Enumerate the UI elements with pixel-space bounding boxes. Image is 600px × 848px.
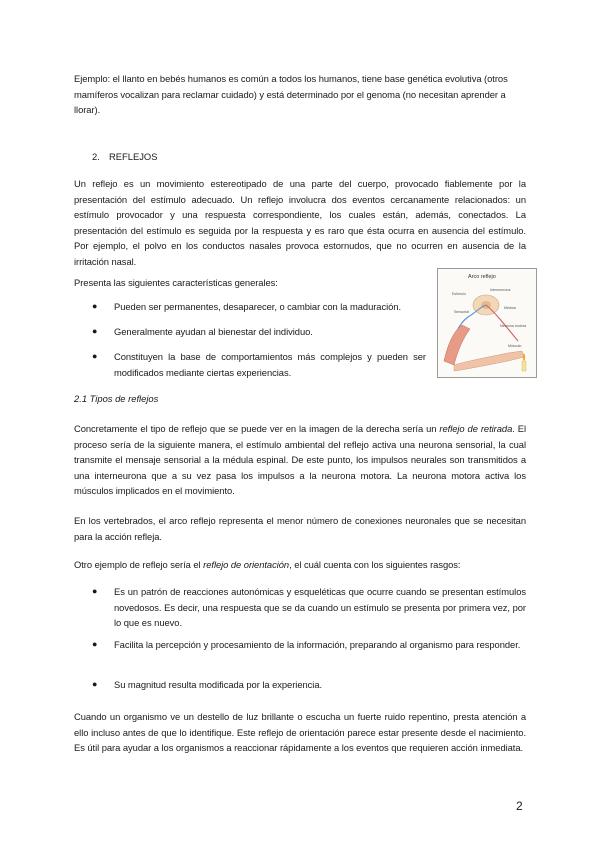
withdrawal-text-after: . El proceso sería de la siguiente manera, el estímulo ambiental del reflejo activa una neurona sensorial, la cual transmite el mensaje sensorial a la médula espinal. De este punto, los impulsos neurales son transmitidos a una interneurona que a su vez pasa los impulsos a la neurona motora. La neurona motora activa los músculos implicados en el movimiento. [74,423,526,497]
figure-title: Arco reflejo [468,274,496,280]
reflex-arc-figure [437,268,537,378]
list-item-text: Generalmente ayudan al bienestar del individuo. [114,326,313,337]
section-number: 2. [92,151,100,162]
list-item [92,584,526,631]
list-item-text: Pueden ser permanentes, desaparecer, o cambiar con la maduración. [114,301,402,312]
bullet-icon: ● [92,301,98,311]
withdrawal-text-before: Concretamente el tipo de reflejo que se puede ver en la imagen de la derecha sería un [74,423,440,434]
withdrawal-term: reflejo de retirada [439,423,513,434]
list-item [92,324,426,340]
forearm-shape [454,351,524,371]
reflex-arc-illustration [438,269,536,377]
withdrawal-paragraph [74,421,526,499]
characteristics-intro: Presenta las siguientes características generales: [74,277,278,288]
vertebrates-paragraph: En los vertebrados, el arco reflejo representa el menor número de conexiones neuronales que se necesitan para la acción refleja. [74,515,526,542]
list-item-text: Es un patrón de reacciones autonómicas y esqueléticas que ocurre cuando se presentan estímulos novedosos. Es decir, una respuesta que se da cuando un estímulo se presenta por primera vez, por lo que es nuevo. [114,586,526,629]
section-title: REFLEJOS [109,151,158,162]
subsection-title: 2.1 Tipos de reflejos [74,393,159,404]
list-item-text: Facilita la percepción y procesamiento de la información, preparando al organismo para responder. [114,639,521,650]
figure-label: Estímulo [452,292,466,296]
orientation-intro [74,557,526,573]
list-item [92,299,426,315]
orientation-term: reflejo de orientación [203,559,290,570]
figure-label: Músculo [508,344,522,348]
list-item-text: Constituyen la base de comportamientos más complejos y pueden ser modificados mediante ciertas experiencias. [114,351,426,378]
figure-label: Interneurona [490,288,511,292]
page-number: 2 [516,799,523,813]
orientation-text-after: , el cuál cuenta con los siguientes rasgos: [289,559,461,570]
list-item [92,637,526,653]
bullet-icon: ● [92,586,98,596]
list-item [92,349,426,380]
list-item [92,677,526,693]
example-paragraph: Ejemplo: el llanto en bebés humanos es común a todos los humanos, tiene base genética evolutiva (otros mamíferos vocalizan para reclamar cuidado) y está determinado por el genoma (no necesitan aprender a llorar). [74,73,508,116]
bullet-icon: ● [92,351,98,361]
bullet-icon: ● [92,326,98,336]
candle-shape [522,361,526,371]
bullet-icon: ● [92,679,98,689]
bullet-icon: ● [92,639,98,649]
closing-paragraph: Cuando un organismo ve un destello de luz brillante o escucha un fuerte ruido repentino, presta atención a ello incluso antes de que lo identifique. Este reflejo de orientación parece estar presente desde el nacimiento. Es útil para ayudar a los organismos a reaccionar rápidamente a los eventos que requieren acción inmediata. [74,711,526,754]
definition-paragraph: Un reflejo es un movimiento estereotipado de una parte del cuerpo, provocado fiablemente por la presentación del estímulo adecuado. Un reflejo involucra dos eventos cercanamente relacionados: un estímulo provocador y una respuesta correspondiente, los cuales están, además, conectados. La presentación del estímulo es seguida por la respuesta y es raro que ésta ocurra en ausencia del estímulo. Por ejemplo, el polvo en los conductos nasales provoca estornudos, que no ocurren en ausencia de la irritación nasal. [74,178,526,267]
orientation-text-before: Otro ejemplo de reflejo sería el [74,559,204,570]
figure-label: Médula [504,306,516,310]
list-item-text: Su magnitud resulta modificada por la experiencia. [114,679,323,690]
section-heading [92,150,157,164]
figure-label: Neurona motora [500,324,526,328]
arm-muscle-shape [444,325,470,365]
figure-label: Sensorial [454,310,469,314]
